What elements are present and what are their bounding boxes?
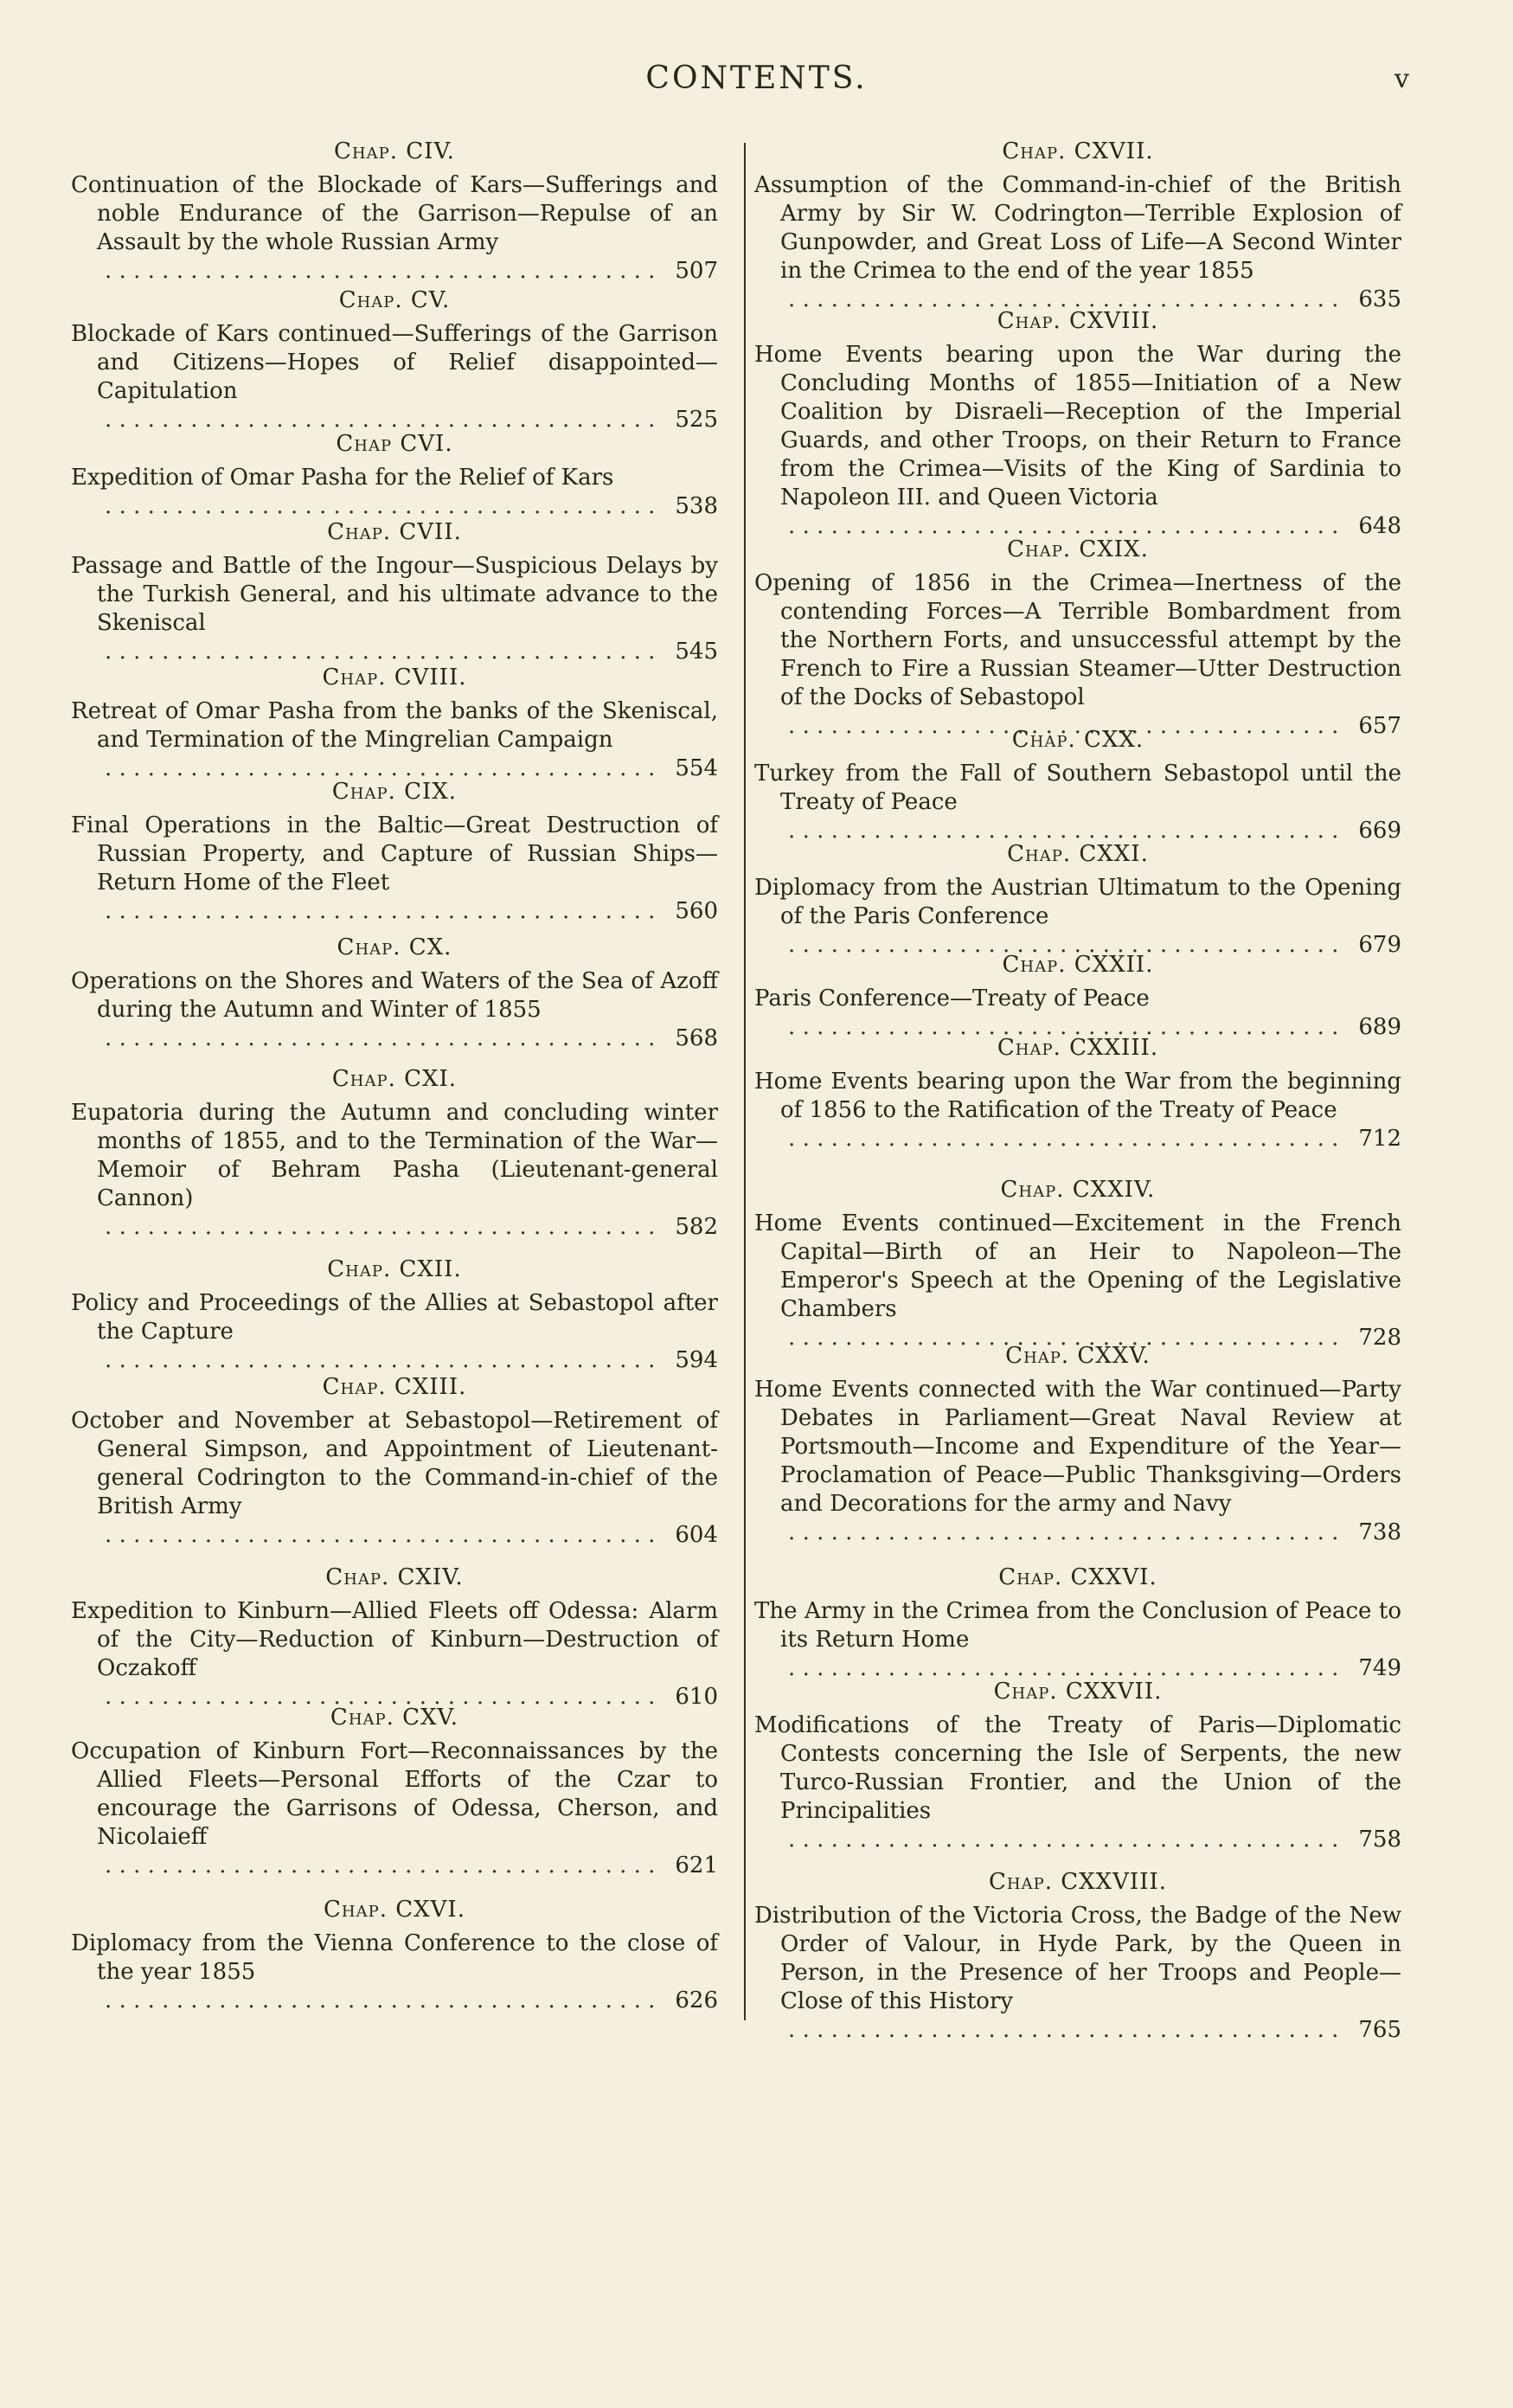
- contents-entry: [71, 1256, 718, 1375]
- chapter-description: Operations on the Shores and Waters of the Sea of Azoff during the Autumn and Winter of 1855: [71, 968, 718, 1023]
- contents-entry: [754, 727, 1401, 845]
- page-header: [0, 61, 1513, 112]
- chapter-description-block: [754, 760, 1401, 845]
- leader-line: [97, 1024, 718, 1053]
- chapter-heading: Chap. CIV.: [334, 138, 455, 164]
- chapter-description-block: [754, 1597, 1401, 1683]
- chapter-description: The Army in the Crimea from the Conclusion of Peace to its Return Home: [754, 1598, 1401, 1653]
- chapter-description-block: [71, 812, 718, 926]
- dot-leader: [102, 492, 664, 521]
- chapter-description: Opening of 1856 in the Crimea—Inertness of the contending Forces—A Terrible Bombardment from the Northern Forts, and unsuccessful attempt by the French to Fire a Russian Steamer—Utter Destruction of the Docks of Sebastopol: [754, 570, 1401, 710]
- contents-entry: [71, 519, 718, 666]
- dot-leader: [785, 2016, 1348, 2045]
- chapter-description-block: [754, 1210, 1401, 1352]
- leader-line: [97, 1521, 718, 1550]
- chapter-description: Continuation of the Blockade of Kars—Sufferings and noble Endurance of the Garrison—Repulse of an Assault by the whole Russian Army: [71, 172, 718, 255]
- chapter-description-block: [754, 985, 1401, 1042]
- chapter-description: Paris Conference—Treaty of Peace: [754, 986, 1150, 1011]
- chapter-description-block: [754, 1902, 1401, 2045]
- dot-leader: [102, 1346, 664, 1375]
- chapter-heading: Chap. CXXVI.: [998, 1564, 1157, 1590]
- chapter-heading: Chap. CVIII.: [322, 665, 467, 690]
- page-reference: 749: [1358, 1655, 1401, 1681]
- chapter-description: October and November at Sebastopol—Retirement of General Simpson, and Appointment of Lieutenant-general Codrington to the Command-in-chief of the British Army: [71, 1408, 718, 1519]
- chapter-description: Home Events bearing upon the War during the Concluding Months of 1855—Initiation of a New Coalition by Disraeli—Reception of the Imperial Guards, and other Troops, on their Return to France from the Crimea—Visits of the King of Sardinia to Napoleon III. and Queen Victoria: [754, 342, 1401, 510]
- page-reference: 657: [1358, 713, 1401, 739]
- contents-entry: [754, 138, 1401, 314]
- page-reference: 525: [675, 407, 718, 433]
- chapter-description-block: [754, 171, 1401, 314]
- chapter-heading: Chap. CXXI.: [1007, 841, 1149, 867]
- page-reference: 738: [1358, 1519, 1401, 1545]
- page-reference: 712: [1358, 1126, 1401, 1152]
- chapter-heading: Chap. CXVIII.: [997, 308, 1159, 334]
- chapter-heading: Chap. CXII.: [327, 1256, 462, 1282]
- contents-entry: [754, 1564, 1401, 1683]
- chapter-heading: Chap. CXXVIII.: [989, 1869, 1167, 1895]
- page-reference: 560: [675, 898, 718, 924]
- page-reference: 507: [675, 258, 718, 284]
- page-reference: 626: [675, 1987, 718, 2013]
- contents-entry: [754, 952, 1401, 1042]
- contents-entry: [71, 431, 718, 521]
- contents-entry: [754, 1679, 1401, 1854]
- contents-entry: [71, 1564, 718, 1711]
- contents-entry: [71, 1705, 718, 1880]
- page-reference: 689: [1358, 1014, 1401, 1040]
- chapter-description-block: [71, 1930, 718, 2015]
- chapter-heading: Chap. CXXIII.: [997, 1035, 1159, 1061]
- page-reference: 538: [675, 493, 718, 519]
- leader-line: [97, 257, 718, 286]
- chapter-description: Eupatoria during the Autumn and concluding winter months of 1855, and to the Termination of the War—Memoir of Behram Pasha (Lieutenant-general Cannon): [71, 1100, 718, 1211]
- chapter-heading: Chap. CXIV.: [325, 1564, 464, 1590]
- leader-line: [780, 1519, 1401, 1547]
- chapter-heading: Chap. CXI.: [331, 1066, 458, 1092]
- contents-entry: [71, 779, 718, 926]
- chapter-description: Home Events continued—Excitement in the French Capital—Birth of an Heir to Napoleon—The Emperor's Speech at the Opening of the Legislative Chambers: [754, 1210, 1401, 1322]
- contents-entry: [754, 1343, 1401, 1547]
- chapter-description-block: [754, 341, 1401, 541]
- dot-leader: [102, 897, 664, 926]
- page-reference: 648: [1358, 513, 1401, 539]
- chapter-description-block: [71, 320, 718, 434]
- chapter-description: Home Events connected with the War continued—Party Debates in Parliament—Great Naval Review at Portsmouth—Income and Expenditure of the Year—Proclamation of Peace—Public Thanksgiving—Orders and Decorations for the army and Navy: [754, 1377, 1401, 1517]
- chapter-description: Retreat of Omar Pasha from the banks of the Skeniscal, and Termination of the Mingrelian Campaign: [71, 698, 718, 753]
- chapter-heading: Chap. CXXV.: [1005, 1343, 1151, 1369]
- chapter-description-block: [71, 1289, 718, 1375]
- dot-leader: [102, 1521, 664, 1550]
- page-reference: 635: [1358, 286, 1401, 312]
- page-number: v: [1394, 64, 1409, 94]
- contents-entry: [754, 1035, 1401, 1153]
- chapter-description: Home Events bearing upon the War from the beginning of 1856 to the Ratification of the Treaty of Peace: [754, 1069, 1401, 1123]
- chapter-description-block: [71, 1407, 718, 1550]
- chapter-heading: Chap. CXIII.: [322, 1374, 467, 1400]
- chapter-description: Assumption of the Command-in-chief of the British Army by Sir W. Codrington—Terrible Explosion of Gunpowder, and Great Loss of Life—A Second Winter in the Crimea to the end of the year 1855: [754, 172, 1401, 284]
- contents-entry: [71, 1374, 718, 1550]
- page-reference: 568: [675, 1025, 718, 1051]
- chapter-description-block: [71, 171, 718, 286]
- chapter-description: Expedition to Kinburn—Allied Fleets off Odessa: Alarm of the City—Reduction of Kinburn—Destruction of Oczakoff: [71, 1598, 718, 1681]
- dot-leader: [102, 638, 664, 666]
- chapter-description-block: [754, 874, 1401, 960]
- chapter-description-block: [754, 1711, 1401, 1854]
- contents-entry: [71, 934, 718, 1053]
- page-reference: 728: [1358, 1325, 1401, 1351]
- page-reference: 604: [675, 1522, 718, 1548]
- chapter-heading: Chap. CIX.: [331, 779, 458, 805]
- chapter-description-block: [71, 1737, 718, 1880]
- leader-line: [97, 492, 718, 521]
- chapter-heading: Chap. CXXVII.: [993, 1679, 1163, 1705]
- dot-leader: [102, 1987, 664, 2015]
- chapter-description-block: [71, 464, 718, 521]
- dot-leader: [102, 1213, 664, 1242]
- chapter-description-block: [71, 1597, 718, 1711]
- page-reference: 758: [1358, 1827, 1401, 1853]
- chapter-description-block: [71, 967, 718, 1053]
- chapter-description: Passage and Battle of the Ingour—Suspicious Delays by the Turkish General, and his ultimate advance to the Skeniscal: [71, 553, 718, 636]
- page-reference: 610: [675, 1684, 718, 1710]
- leader-line: [97, 638, 718, 666]
- chapter-description-block: [754, 1376, 1401, 1547]
- chapter-description-block: [71, 552, 718, 666]
- leader-line: [97, 1213, 718, 1242]
- page-reference: 582: [675, 1214, 718, 1240]
- chapter-description: Occupation of Kinburn Fort—Reconnaissances by the Allied Fleets—Personal Efforts of the Czar to encourage the Garrisons of Odessa, Cherson, and Nicolaieff: [71, 1738, 718, 1850]
- leader-line: [780, 1826, 1401, 1854]
- dot-leader: [102, 257, 664, 286]
- leader-line: [97, 897, 718, 926]
- chapter-heading: Chap. CXVII.: [1002, 138, 1154, 164]
- leader-line: [97, 1987, 718, 2015]
- chapter-description: Modifications of the Treaty of Paris—Diplomatic Contests concerning the Isle of Serpents, the new Turco-Russian Frontier, and the Union of the Principalities: [754, 1712, 1401, 1824]
- contents-entry: [71, 665, 718, 783]
- contents-entry: [754, 308, 1401, 541]
- chapter-heading: Chap. CX.: [337, 934, 452, 960]
- dot-leader: [785, 1125, 1348, 1153]
- contents-entry: [754, 841, 1401, 960]
- chapter-description: Turkey from the Fall of Southern Sebastopol until the Treaty of Peace: [754, 761, 1401, 815]
- chapter-description: Diplomacy from the Vienna Conference to the close of the year 1855: [71, 1930, 718, 1985]
- contents-entry: [754, 1869, 1401, 2045]
- leader-line: [780, 2016, 1401, 2045]
- chapter-description: Blockade of Kars continued—Sufferings of the Garrison and Citizens—Hopes of Relief disappointed—Capitulation: [71, 321, 718, 404]
- page-reference: 554: [675, 755, 718, 781]
- contents-entry: [71, 287, 718, 434]
- column-divider: [744, 143, 746, 2020]
- page-reference: 621: [675, 1853, 718, 1878]
- chapter-heading: Chap CVI.: [336, 431, 453, 457]
- chapter-description-block: [71, 1099, 718, 1242]
- dot-leader: [785, 1519, 1348, 1547]
- leader-line: [780, 1125, 1401, 1153]
- chapter-description-block: [71, 697, 718, 783]
- page-reference: 765: [1358, 2017, 1401, 2043]
- chapter-description: Expedition of Omar Pasha for the Relief of Kars: [71, 465, 614, 491]
- chapter-heading: Chap. CV.: [338, 287, 451, 313]
- chapter-heading: Chap. CXV.: [330, 1705, 459, 1731]
- chapter-description: Diplomacy from the Austrian Ultimatum to the Opening of the Paris Conference: [754, 875, 1401, 929]
- page-reference: 545: [675, 639, 718, 665]
- chapter-heading: Chap. CXIX.: [1007, 536, 1149, 562]
- leader-line: [97, 1346, 718, 1375]
- chapter-description: Final Operations in the Baltic—Great Destruction of Russian Property, and Capture of Russian Ships—Return Home of the Fleet: [71, 812, 718, 896]
- page-title: CONTENTS.: [645, 61, 868, 96]
- dot-leader: [102, 1852, 664, 1880]
- chapter-heading: Chap. CXX.: [1011, 727, 1144, 753]
- chapter-description-block: [754, 569, 1401, 741]
- chapter-heading: Chap. CXXIV.: [1000, 1177, 1156, 1203]
- page-reference: 679: [1358, 932, 1401, 958]
- chapter-description: Policy and Proceedings of the Allies at Sebastopol after the Capture: [71, 1290, 718, 1345]
- contents-entry: [754, 536, 1401, 741]
- page-reference: 594: [675, 1347, 718, 1373]
- chapter-description-block: [754, 1068, 1401, 1153]
- chapter-heading: Chap. CVII.: [327, 519, 462, 545]
- contents-entry: [71, 1066, 718, 1242]
- chapter-heading: Chap. CXXII.: [1002, 952, 1154, 978]
- dot-leader: [102, 1024, 664, 1053]
- contents-entry: [71, 1897, 718, 2015]
- contents-entry: [71, 138, 718, 286]
- dot-leader: [785, 1826, 1348, 1854]
- chapter-heading: Chap. CXVI.: [324, 1897, 465, 1923]
- chapter-description: Distribution of the Victoria Cross, the Badge of the New Order of Valour, in Hyde Park, by the Queen in Person, in the Presence of her Troops and People—Close of this History: [754, 1903, 1401, 2014]
- leader-line: [97, 1852, 718, 1880]
- contents-entry: [754, 1177, 1401, 1352]
- page-reference: 669: [1358, 818, 1401, 844]
